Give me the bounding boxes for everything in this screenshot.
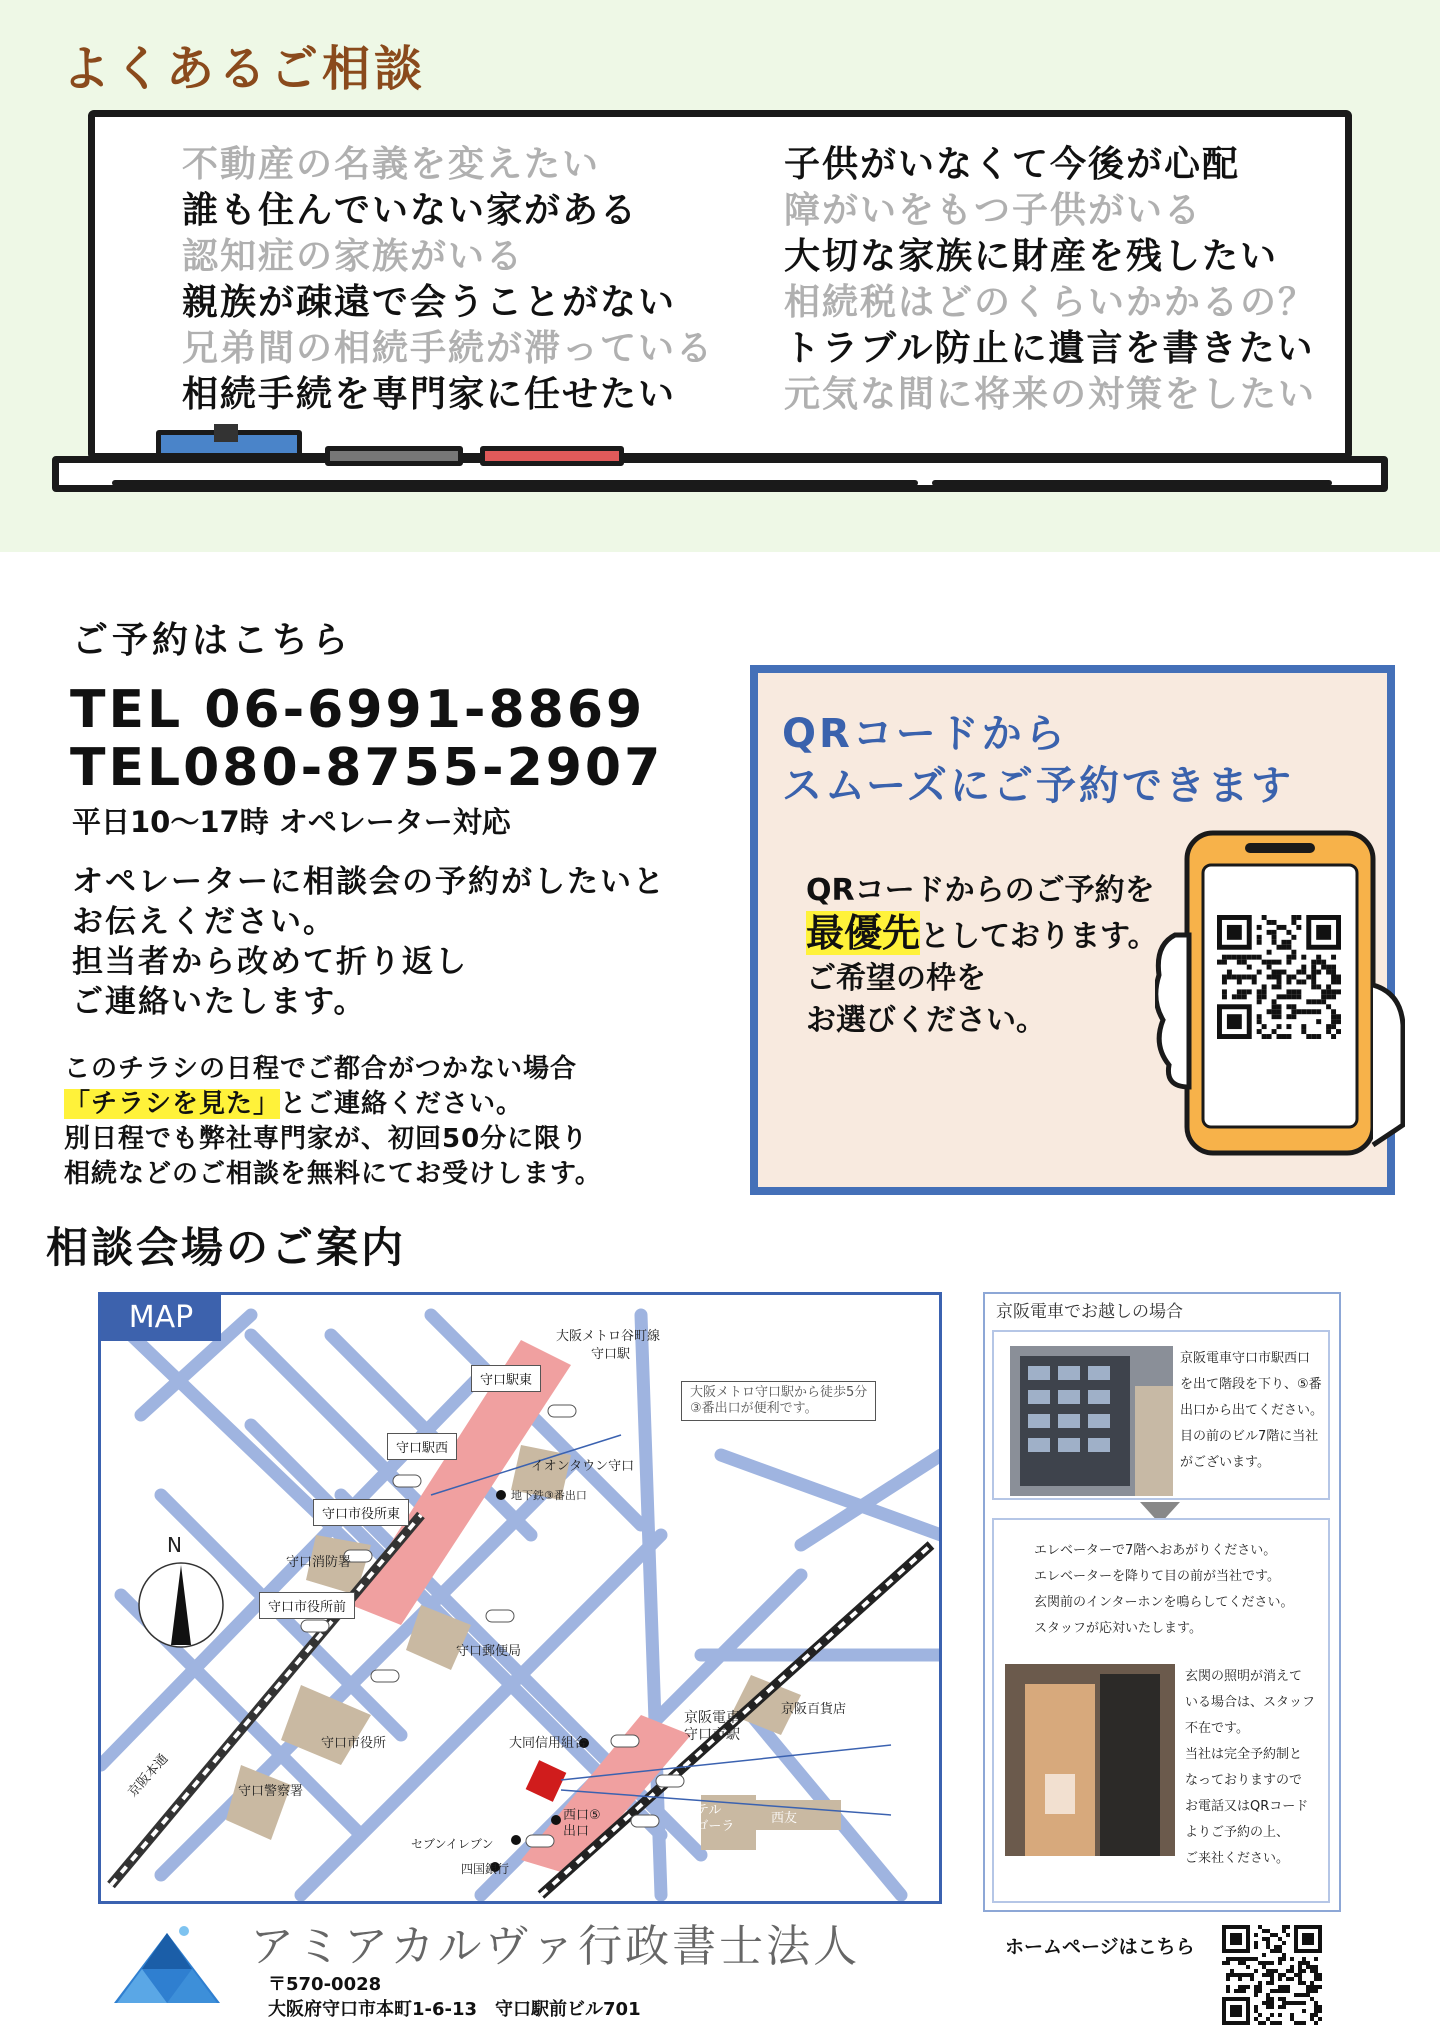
map-label-daido: 大同信用組合 [509,1736,588,1751]
booking-instructions [72,862,666,1022]
map-label: MAP [101,1295,221,1341]
door-icon [1005,1664,1175,1856]
concern-item: 元気な間に将来の対策をしたい [784,374,1317,415]
building-icon [1010,1346,1173,1496]
concern-item: 大切な家族に財産を残したい [784,236,1279,277]
business-hours: 平日10～17時 オペレーター対応 [72,805,511,839]
access-line: 京阪電車守口市駅西口 [1180,1351,1311,1366]
notice-highlight: 「チラシを見た」 [64,1089,281,1119]
instruction-line: 担当者から改めて折り返し [72,944,468,980]
address: 大阪府守口市本町1-6-13 守口駅前ビル701 [268,1999,641,2020]
section-title: よくあるご相談 [62,41,427,97]
access-line: を出て階段を下り、⑤番 [1180,1377,1322,1392]
marker-gray-icon [325,446,463,466]
access-line: スタッフが応対いたします。 [1034,1621,1202,1636]
tray-line [932,480,1332,486]
notice-line-rest: とご連絡ください。 [280,1089,524,1119]
hotel-line: ホテル [683,1803,722,1818]
qr-heading-line: スムーズにご予約できます [782,763,1294,809]
qr-heading-line: QRコードから [782,711,1068,757]
instruction-line: お伝えください。 [72,904,336,940]
homepage-label: ホームページはこちら [1005,1936,1195,1958]
instruction-line: オペレーターに相談会の予約がしたいと [72,864,666,900]
area-map[interactable] [98,1292,942,1904]
concern-item: トラブル防止に遺言を書きたい [784,328,1315,369]
concern-item: 認知症の家族がいる [182,236,525,277]
concerns-left-list [182,142,714,418]
phone-qr-icon[interactable] [1155,825,1405,1165]
access-line: お電話又はQRコード [1185,1799,1309,1814]
access-title: 京阪電車でお越しの場合 [996,1302,1183,1322]
notice-line [64,1087,602,1122]
concern-item: 兄弟間の相続手続が滞っている [182,328,715,369]
west-exit-line: 西口⑤ [563,1808,601,1823]
postal-code: 〒570-0028 [268,1974,382,1995]
map-label-city-hall-front: 守口市役所前 [259,1592,355,1619]
whiteboard-tray [52,456,1388,492]
qr-heading [782,708,1294,812]
map-label-east: 守口駅東 [471,1365,541,1392]
qr-text-line: ご希望の枠を [806,961,986,996]
venue-title: 相談会場のご案内 [46,1223,407,1272]
access-step-1-text [1180,1346,1323,1476]
callout-line: 大阪メトロ守口駅から徒歩5分 [690,1385,868,1400]
instruction-line: ご連絡いたします。 [72,984,367,1020]
map-label-keihan-dept: 京阪百貨店 [781,1702,847,1717]
firm-name: アミアカルヴァ行政書士法人 [250,1921,861,1972]
map-label-city-hall: 守口市役所 [321,1736,387,1751]
qr-text-line: お選びください。 [806,1003,1046,1038]
map-label-west-exit [563,1808,601,1840]
compass-north-icon: N [167,1533,182,1557]
building-photo [1010,1346,1173,1496]
map-label-seiyu: 西友 [771,1811,798,1826]
concern-item: 不動産の名義を変えたい [182,144,601,185]
concern-item: 親族が疎遠で会うことがない [182,282,677,323]
access-line: いる場合は、スタッフ [1185,1695,1316,1710]
map-label-hotel [683,1803,734,1835]
hotel-line: アゴーラ [683,1819,735,1834]
marker-red-icon [480,446,624,466]
concern-item: 誰も住んでいない家がある [182,190,639,231]
eraser-handle [214,424,238,442]
map-label-metro-line: 大阪メトロ谷町線 [556,1329,661,1344]
company-logo-icon [112,1925,222,2007]
schedule-notice [64,1052,602,1192]
map-label-aeon: イオンタウン守口 [531,1459,635,1474]
qr-highlight: 最優先 [806,911,921,955]
callout-line: ③番出口が便利です。 [690,1401,818,1416]
map-label-station: 守口駅 [591,1347,631,1362]
map-label-shikoku: 四国銀行 [461,1862,510,1876]
concern-item: 子供がいなくて今後が心配 [784,144,1241,185]
map-label-post: 守口郵便局 [456,1644,522,1659]
map-label-police: 守口警察署 [238,1784,304,1799]
access-line: がございます。 [1180,1455,1270,1470]
access-line: 不在です。 [1185,1721,1249,1736]
access-line: 玄関の照明が消えて [1185,1669,1303,1684]
phone-number-2[interactable]: TEL080-8755-2907 [70,738,664,798]
notice-line: このチラシの日程でご都合がつかない場合 [64,1054,578,1084]
access-line: エレベーターで7階へおあがりください。 [1034,1543,1277,1558]
qr-text-line [806,912,1158,958]
qr-text [806,870,1158,1042]
homepage-qr-icon[interactable] [1222,1925,1322,2033]
keihan-line: 京阪電車 [684,1710,740,1726]
access-step-2-text [1034,1538,1293,1642]
concern-item: 障がいをもつ子供がいる [784,190,1203,231]
access-line: 目の前のビル7階に当社 [1180,1429,1319,1444]
keihan-line: 守口市駅 [684,1727,740,1743]
access-line: 当社は完全予約制と [1185,1747,1303,1762]
notice-line: 別日程でも弊社専門家が、初回50分に限り [64,1124,589,1154]
entrance-photo [1005,1664,1175,1856]
access-line: 玄関前のインターホンを鳴らしてください。 [1034,1595,1294,1610]
map-label-fire: 守口消防署 [286,1555,352,1570]
access-line: ご来社ください。 [1185,1851,1290,1866]
concern-item: 相続税はどのくらいかかるの？ [784,282,1317,323]
tray-line [112,480,918,486]
access-line: 出口から出てください。 [1180,1403,1324,1418]
map-label-west: 守口駅西 [387,1433,457,1460]
qr-text-line: QRコードからのご予約を [806,873,1155,908]
access-line: よりご予約の上、 [1185,1825,1290,1840]
concerns-right-list [784,142,1316,418]
access-step-3-text [1185,1664,1315,1872]
notice-line: 相続などのご相談を無料にてお受けします。 [64,1159,602,1189]
map-label-keihan [684,1710,740,1744]
qr-text-rest: としております。 [920,919,1158,954]
concern-item: 相続手続を専門家に任せたい [182,374,677,415]
phone-number-1[interactable]: TEL 06-6991-8869 [70,680,646,740]
access-line: エレベーターを降りて目の前が当社です。 [1034,1569,1280,1584]
west-exit-line: 出口 [563,1824,590,1839]
map-label-exit3: 地下鉄③番出口 [511,1489,587,1502]
access-line: なっておりますので [1185,1773,1303,1788]
map-label-city-hall-east: 守口市役所東 [313,1499,409,1526]
booking-title: ご予約はこちら [72,620,353,661]
map-label-road: 京阪本通 [125,1751,172,1801]
map-label-seven: セブンイレブン [411,1837,494,1851]
map-callout [681,1381,876,1421]
